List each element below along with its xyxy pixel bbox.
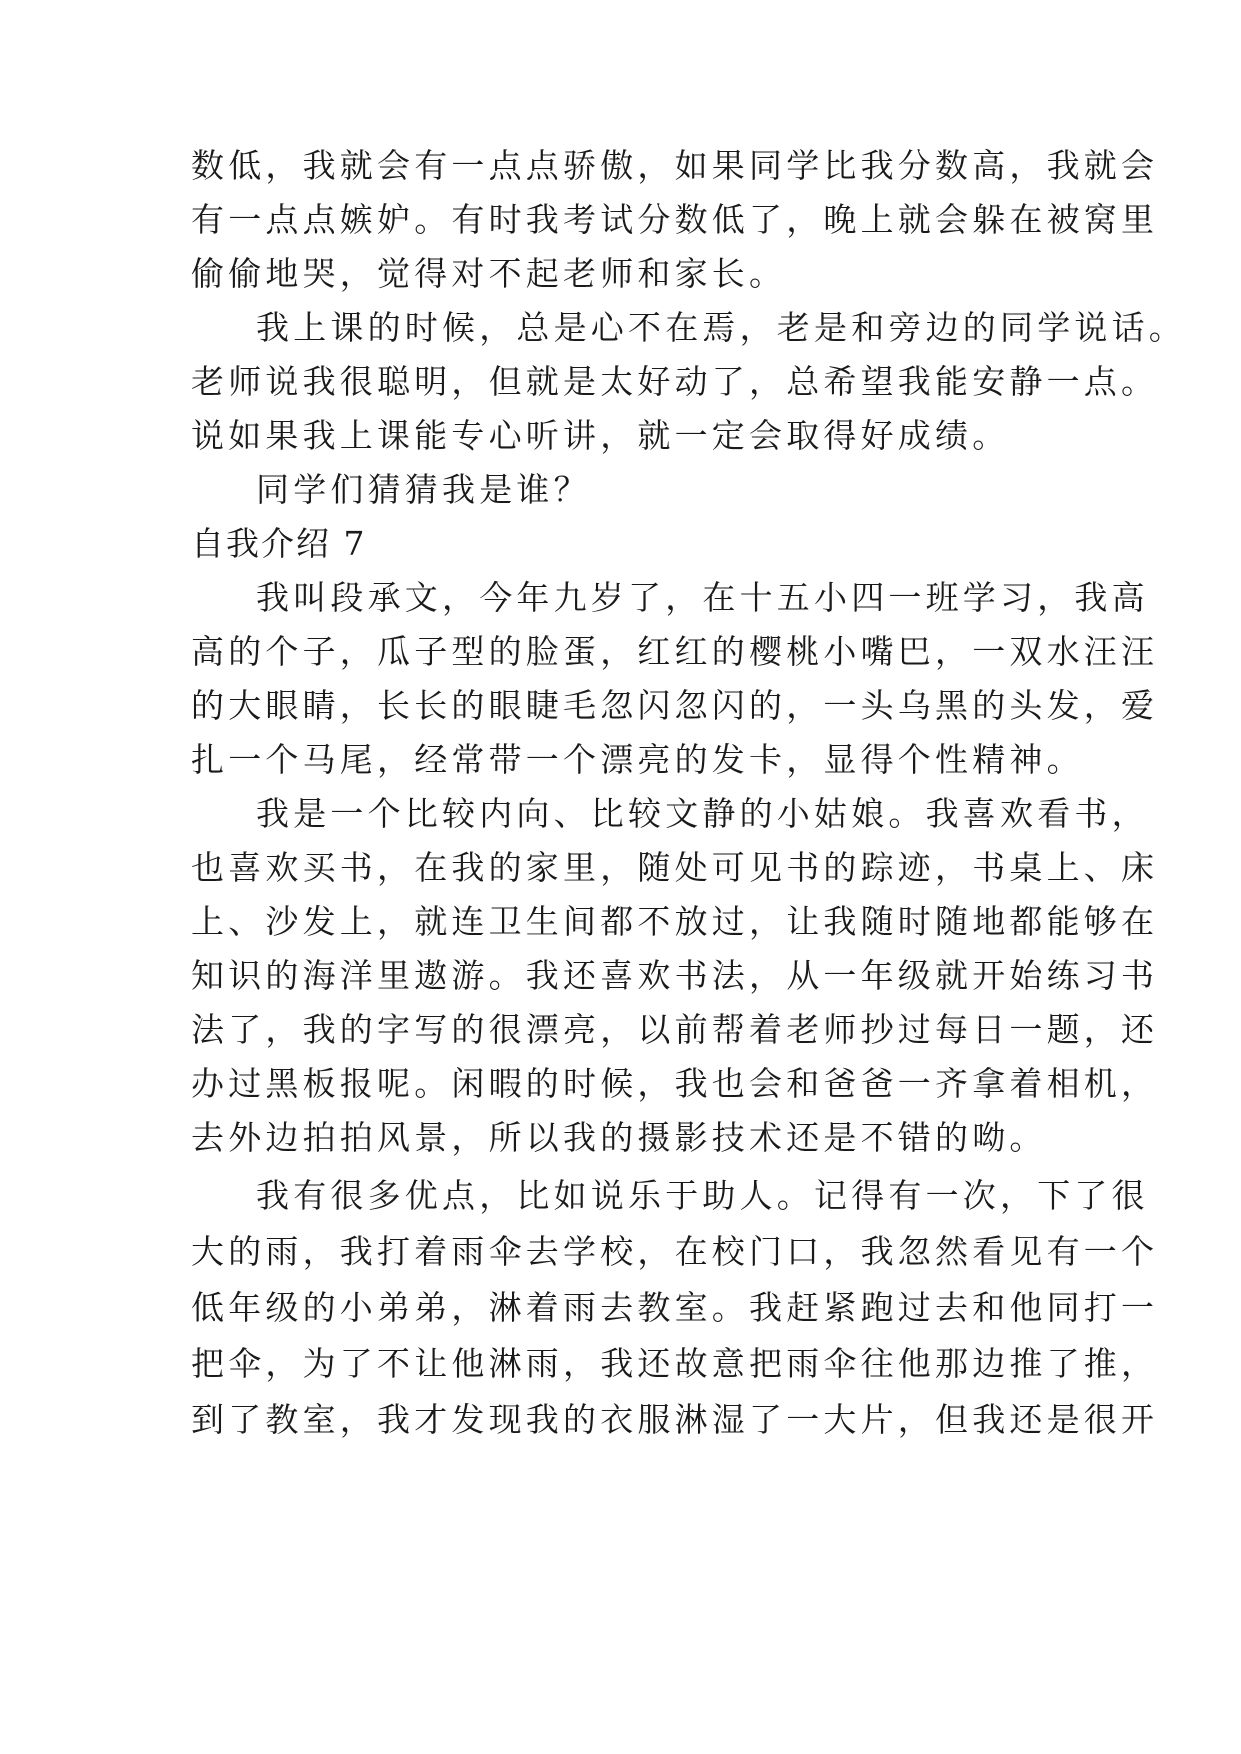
- paragraph-line: 知识的海洋里遨游。我还喜欢书法，从一年级就开始练习书: [191, 956, 1159, 995]
- paragraph-line: 到了教室，我才发现我的衣服淋湿了一大片，但我还是很开: [191, 1400, 1159, 1439]
- section-heading: 自我介绍 7: [191, 524, 367, 563]
- paragraph-line: 去外边拍拍风景，所以我的摄影技术还是不错的呦。: [191, 1118, 1047, 1157]
- paragraph-line: 数低，我就会有一点点骄傲，如果同学比我分数高，我就会: [191, 146, 1159, 185]
- paragraph-line: 我叫段承文，今年九岁了，在十五小四一班学习，我高: [256, 578, 1149, 617]
- paragraph-line: 高的个子，瓜子型的脸蛋，红红的樱桃小嘴巴，一双水汪汪: [191, 632, 1159, 671]
- paragraph-line: 说如果我上课能专心听讲，就一定会取得好成绩。: [191, 416, 1010, 455]
- paragraph-line: 也喜欢买书，在我的家里，随处可见书的踪迹，书桌上、床: [191, 848, 1159, 887]
- paragraph-line: 把伞，为了不让他淋雨，我还故意把雨伞往他那边推了推，: [191, 1344, 1159, 1383]
- paragraph-line: 低年级的小弟弟，淋着雨去教室。我赶紧跑过去和他同打一: [191, 1288, 1159, 1327]
- paragraph-line: 同学们猜猜我是谁？: [256, 470, 591, 509]
- paragraph-line: 的大眼睛，长长的眼睫毛忽闪忽闪的，一头乌黑的头发，爱: [191, 686, 1159, 725]
- paragraph-line: 偷偷地哭，觉得对不起老师和家长。: [191, 254, 787, 293]
- paragraph-line: 我是一个比较内向、比较文静的小姑娘。我喜欢看书，: [256, 794, 1149, 833]
- paragraph-line: 我有很多优点，比如说乐于助人。记得有一次，下了很: [256, 1176, 1149, 1215]
- paragraph-line: 老师说我很聪明，但就是太好动了，总希望我能安静一点。: [191, 362, 1159, 401]
- paragraph-line: 我上课的时候，总是心不在焉，老是和旁边的同学说话。: [256, 308, 1186, 347]
- paragraph-line: 上、沙发上，就连卫生间都不放过，让我随时随地都能够在: [191, 902, 1159, 941]
- paragraph-line: 有一点点嫉妒。有时我考试分数低了，晚上就会躲在被窝里: [191, 200, 1159, 239]
- paragraph-line: 扎一个马尾，经常带一个漂亮的发卡，显得个性精神。: [191, 740, 1084, 779]
- paragraph-line: 办过黑板报呢。闲暇的时候，我也会和爸爸一齐拿着相机，: [191, 1064, 1159, 1103]
- paragraph-line: 法了，我的字写的很漂亮，以前帮着老师抄过每日一题，还: [191, 1010, 1159, 1049]
- paragraph-line: 大的雨，我打着雨伞去学校，在校门口，我忽然看见有一个: [191, 1232, 1159, 1271]
